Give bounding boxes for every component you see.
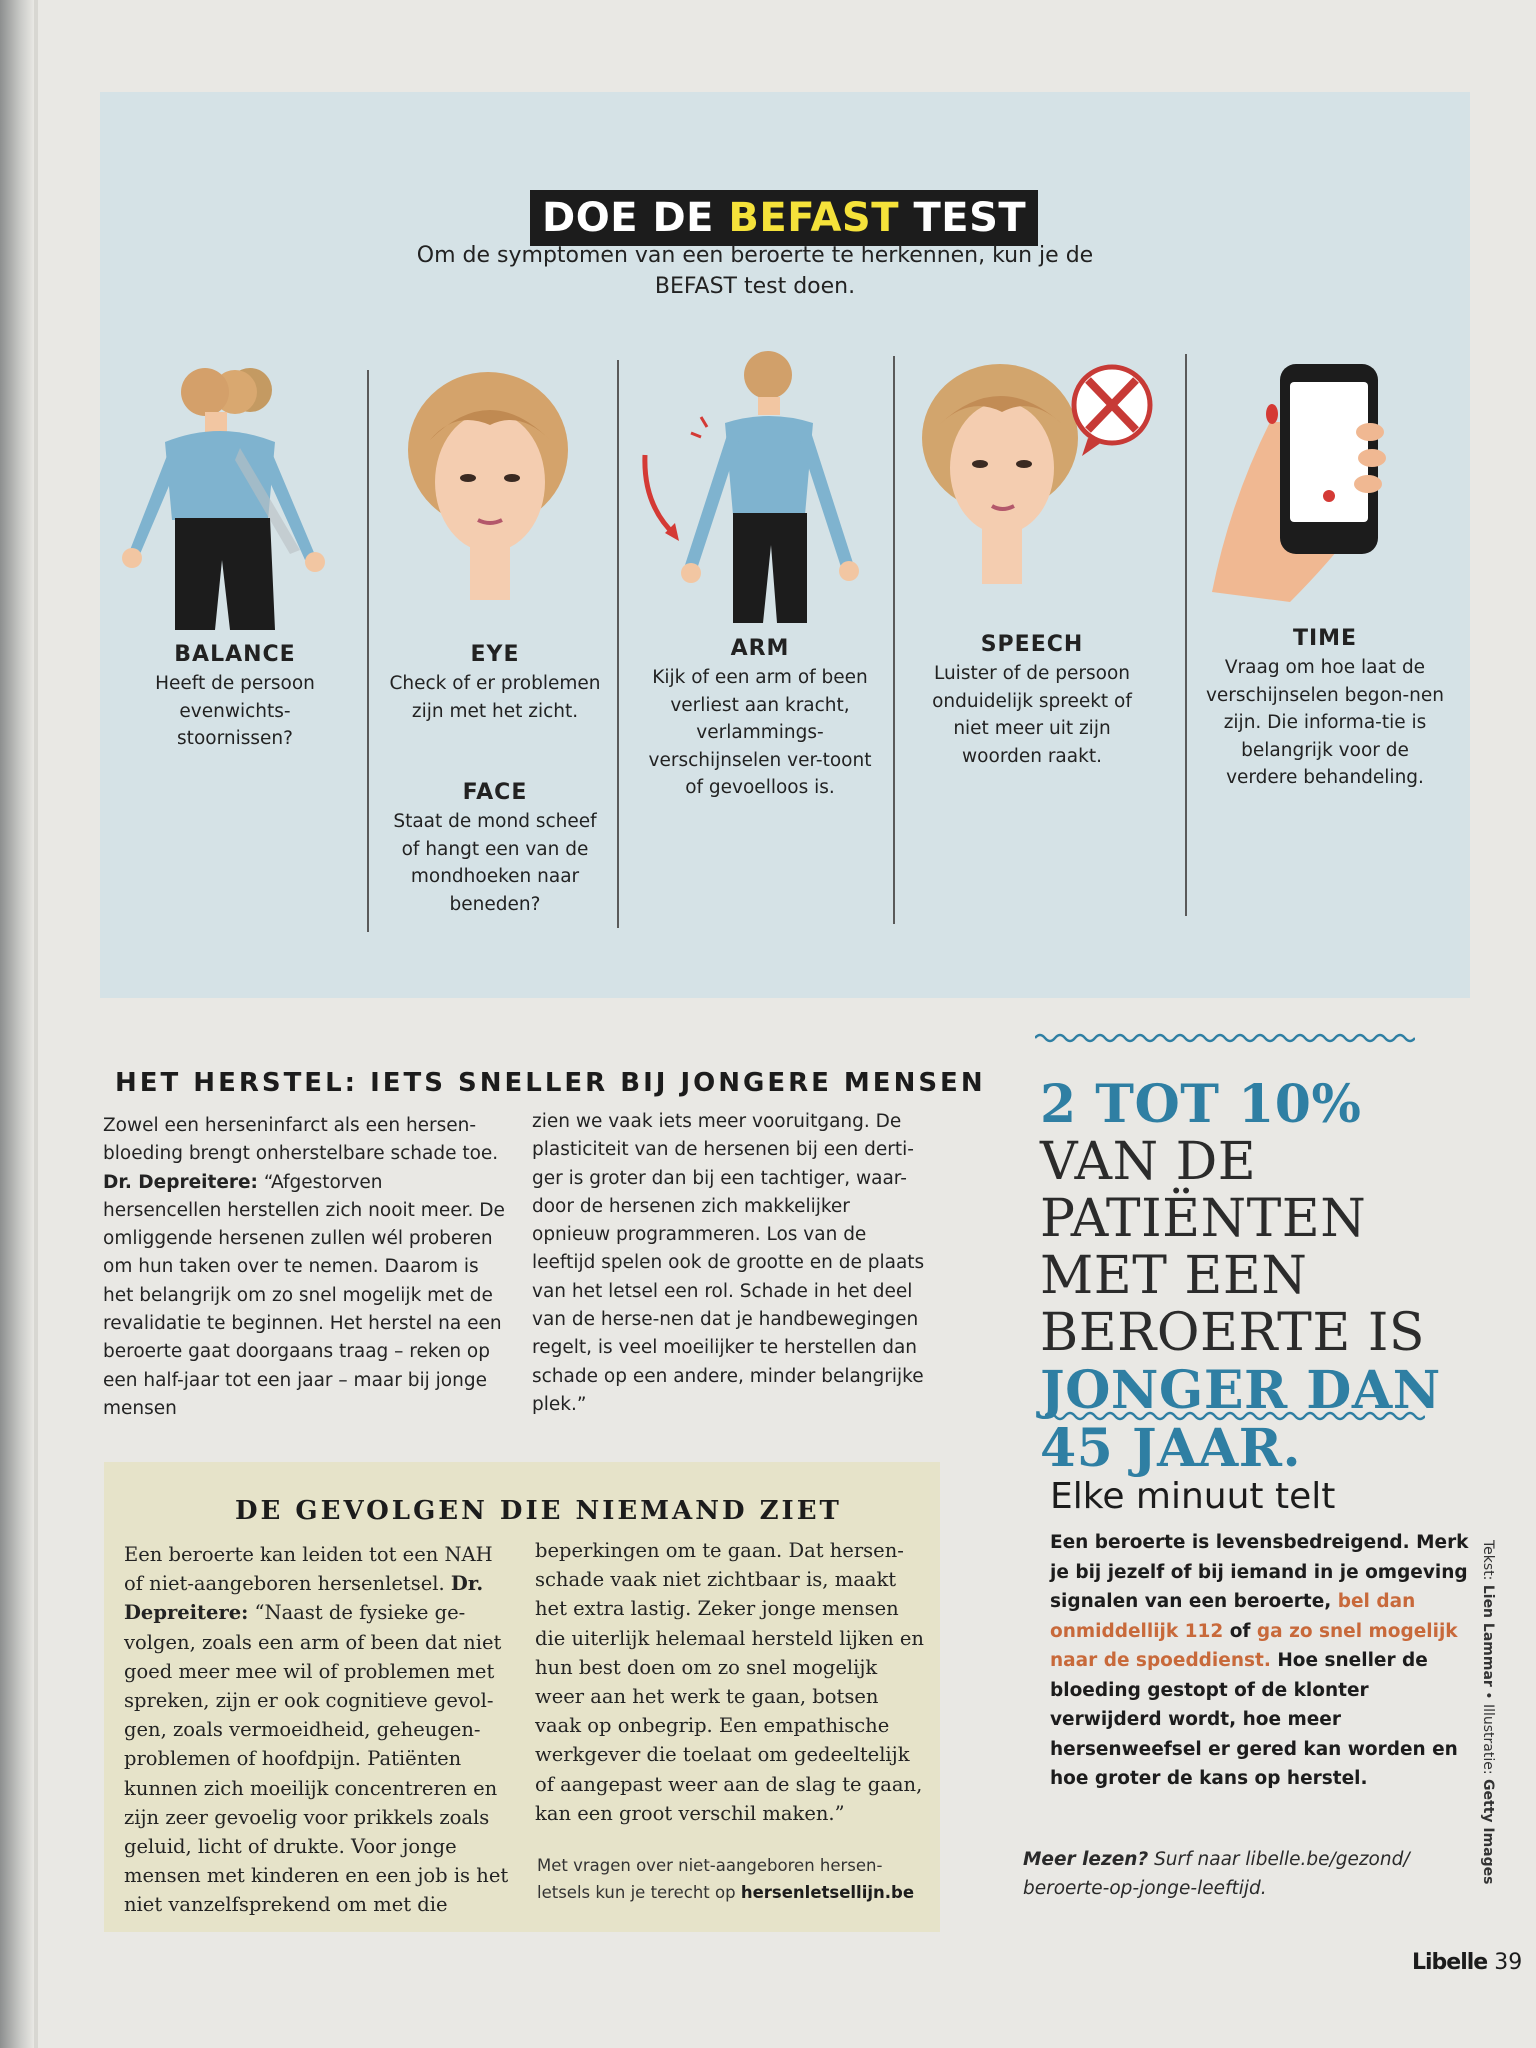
page-edge: [34, 0, 38, 2048]
face-illustration: [400, 370, 580, 620]
gevolgen-column-2: beperkingen om te gaan. Dat hersen-schade vaak niet zichtbaar is, maakt het extra lastig. Zeker jonge mensen die uiterlijk helemaal hersteld lijken en hun best doen om zo snel mogelijk weer aan het werk te gaan, botsen vaak op onbegrip. Een empathische werkgever die toelaat om gedeeltelijk of aangepast weer aan de slag te gaan, kan een groot verschil maken.”: [535, 1539, 924, 1825]
speech-text: Luister of de persoon onduidelijk spreekt of niet meer uit zijn woorden raakt.: [932, 663, 1132, 767]
gevolgen-note: Met vragen over niet-aangeboren hersen-letsels kun je terecht op hersenletsellijn.be: [537, 1856, 915, 1902]
speech-illustration: [920, 360, 1160, 610]
stat-age: JONGER DAN 45 JAAR.: [1040, 1360, 1441, 1479]
balance-column: [135, 640, 335, 753]
meer-lezen: [1023, 1845, 1463, 1903]
page-number: 39: [1494, 1950, 1523, 1975]
call-112-text: bel dan onmiddellijk 112: [1050, 1591, 1416, 1642]
phone-illustration: [1210, 362, 1410, 612]
page-folio: [1412, 1950, 1522, 1975]
befast-title-highlight: BEFAST: [728, 195, 900, 241]
arm-column: [640, 634, 880, 802]
column-divider: [617, 360, 619, 928]
balance-text: Heeft de persoon evenwichts-stoornissen?: [155, 673, 315, 749]
speech-heading: SPEECH: [980, 632, 1084, 657]
column-divider: [893, 356, 895, 924]
eye-heading: EYE: [470, 642, 520, 667]
stat-quote: 2 TOT 10% VAN DE PATIËNTEN MET EEN BEROERTE IS JONGER DAN 45 JAAR.: [1040, 1074, 1441, 1479]
page-gutter-shadow: [0, 0, 34, 2048]
column-divider: [367, 370, 369, 932]
balance-heading: BALANCE: [174, 642, 296, 667]
balance-illustration: [110, 360, 350, 640]
stat-percentage: 2 TOT 10%: [1040, 1074, 1362, 1135]
herstel-column-1: Zowel een herseninfarct als een hersen-bloeding brengt onherstelbare schade toe. Dr. Depreitere: “Afgestorven hersencellen herstellen zich nooit meer. De omliggende hersenen zullen wél proberen om hun taken over te nemen. Daarom is het belangrijk om zo snel mogelijk met de revalidatie te beginnen. Het herstel na een beroerte gaat doorgaans traag – reken op een half-jaar tot een jaar – maar bij jonge mensen: [103, 1115, 505, 1419]
arm-heading: ARM: [730, 636, 790, 661]
wave-divider-bottom: [1045, 1408, 1425, 1424]
speaker-name: Dr. Depreitere:: [124, 1572, 484, 1625]
credits: Tekst: Lien Lammar • Illustratie: Getty Images: [1480, 1540, 1496, 1885]
eye-column: [385, 640, 605, 725]
time-heading: TIME: [1292, 626, 1358, 651]
arm-text: Kijk of een arm of been verliest aan kracht, verlammings-verschijnselen ver-toont of gevoelloos is.: [648, 667, 872, 798]
column-divider: [1185, 354, 1187, 916]
elke-minuut-title: Elke minuut telt: [1050, 1476, 1336, 1517]
befast-subtitle: Om de symptomen van een beroerte te herkennen, kun je de BEFAST test doen.: [416, 243, 1094, 299]
gevolgen-column-1: Een beroerte kan leiden tot een NAH of niet-aangeboren hersenletsel. Dr. Depreitere: “Naast de fysieke ge-volgen, zoals een arm of been dat niet goed meer mee wil of problemen met spreken, zijn er ook cognitieve gevol-gen, zoals vermoeidheid, geheugen-problemen of hoofdpijn. Patiënten kunnen zich moeilijk concentreren en zijn zeer gevoelig voor prikkels zoals geluid, licht of drukte. Voor jonge mensen met kinderen en een job is het niet vanzelfsprekend om met die: [124, 1543, 509, 1917]
elke-minuut-text: Een beroerte is levensbedreigend. Merk je bij jezelf of bij iemand in je omgeving signalen van een beroerte, bel dan onmiddellijk 112 of ga zo snel mogelijk naar de spoeddienst. Hoe sneller de bloeding gestopt of de klonter verwijderd wordt, hoe meer hersenweefsel er gered kan worden en hoe groter de kans op herstel.: [1050, 1532, 1469, 1789]
face-text: Staat de mond scheef of hangt een van de mondhoeken naar beneden?: [393, 811, 597, 915]
time-column: [1205, 624, 1445, 792]
speaker-name: Dr. Depreitere:: [103, 1171, 258, 1193]
speech-column: [912, 630, 1152, 770]
herstel-heading: HET HERSTEL: IETS SNELLER BIJ JONGERE MENSEN: [115, 1068, 986, 1098]
time-text: Vraag om hoe laat de verschijnselen begon-nen zijn. Die informa-tie is belangrijk voor de verdere behandeling.: [1205, 657, 1445, 788]
arm-illustration: [635, 345, 875, 625]
libelle-logo: Libelle: [1412, 1950, 1488, 1975]
wave-divider-top: [1035, 1030, 1415, 1046]
meer-lezen-link[interactable]: Surf naar libelle.be/gezond/ beroerte-op-jonge-leeftijd.: [1023, 1849, 1410, 1899]
hersenletsellijn-link[interactable]: hersenletsellijn.be: [740, 1883, 915, 1902]
eye-text: Check of er problemen zijn met het zicht.: [389, 673, 601, 722]
face-heading: FACE: [462, 780, 528, 805]
gevolgen-heading: DE GEVOLGEN DIE NIEMAND ZIET: [235, 1496, 842, 1526]
meer-lezen-label: Meer lezen?: [1023, 1849, 1149, 1870]
herstel-column-2: zien we vaak iets meer vooruitgang. De plasticiteit van de hersenen bij een derti-ger is groter dan bij een tachtiger, waar-door de hersenen zich makkelijker opnieuw programmeren. Los van de leeftijd spelen ook de grootte en de plaats van het letsel een rol. Schade in het deel van de herse-nen dat je handbewegingen regelt, is veel moeilijker te herstellen dan schade op een andere, minder belangrijke plek.”: [532, 1111, 925, 1415]
befast-title: DOE DE BEFAST TEST: [530, 190, 1038, 246]
face-column: [385, 778, 605, 918]
spoeddienst-text: ga zo snel mogelijk naar de spoeddienst.: [1050, 1620, 1458, 1671]
